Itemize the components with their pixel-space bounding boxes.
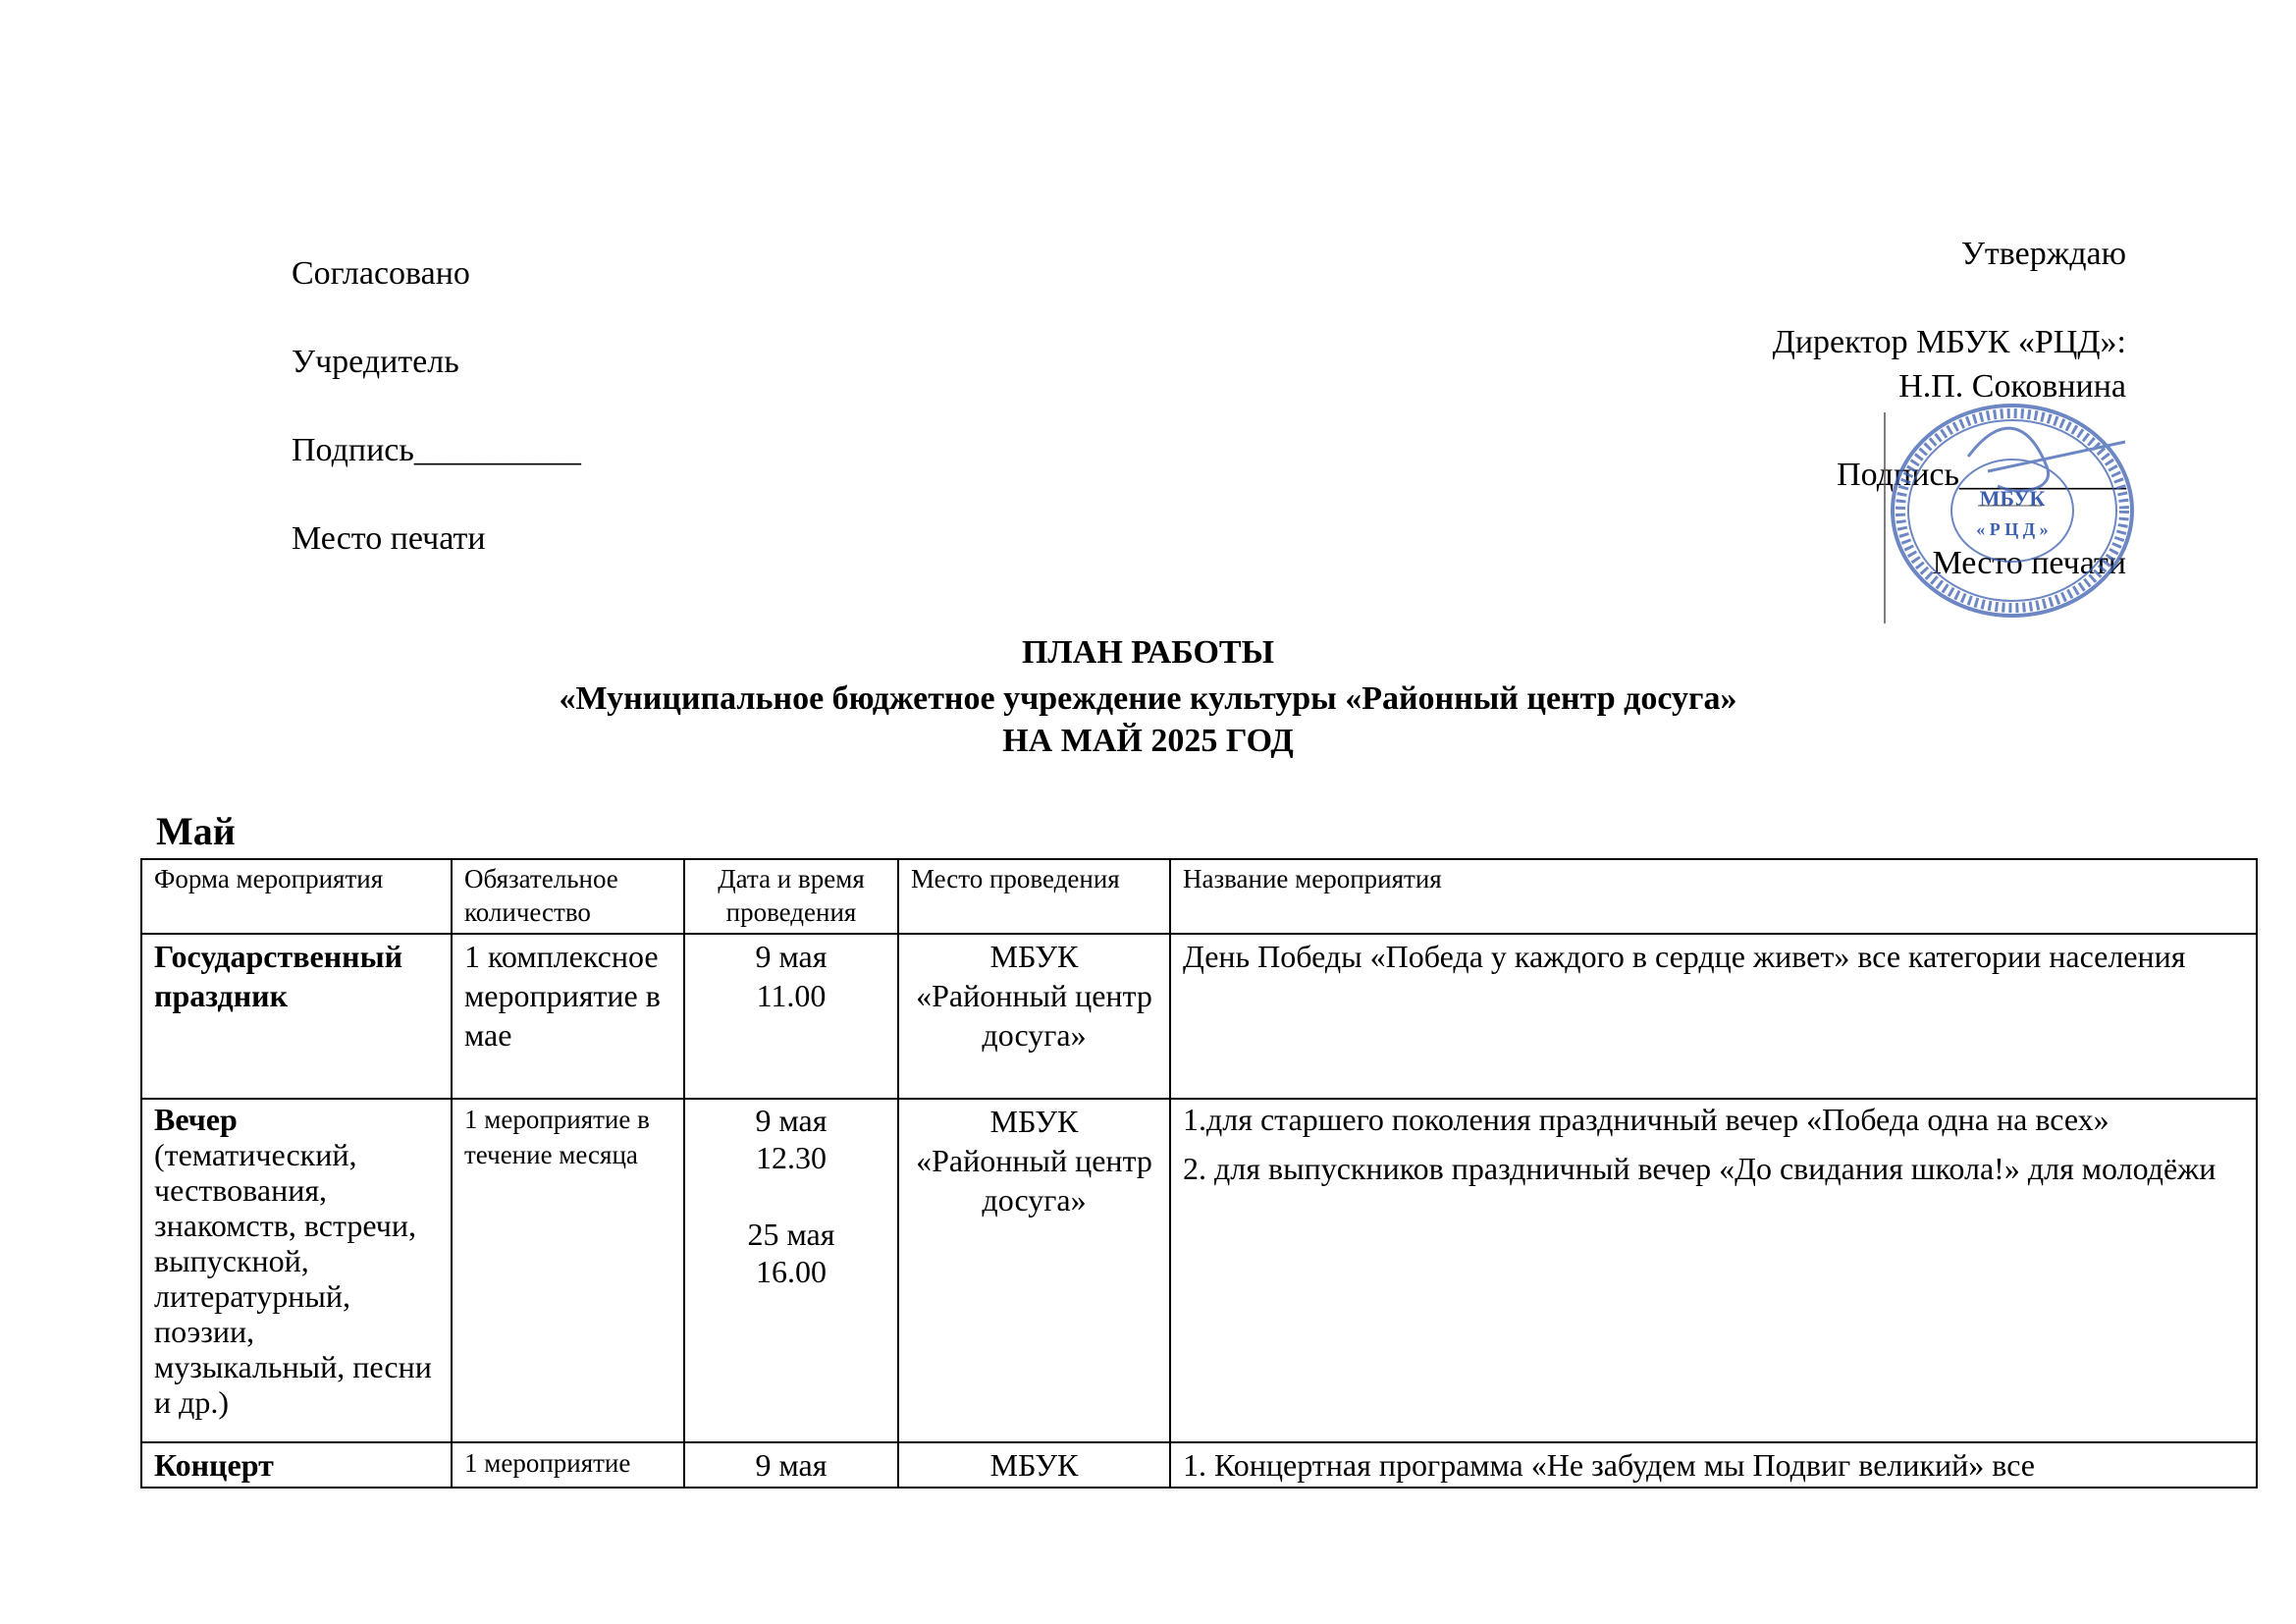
col-header-form: Форма мероприятия xyxy=(141,859,452,934)
row-event-name: 2. для выпускников праздничный вечер «До свидания школа!» для молодёжи xyxy=(1183,1151,2216,1186)
plan-title: ПЛАН РАБОТЫ xyxy=(1021,634,1274,671)
row-form-title: Концерт xyxy=(154,1447,274,1483)
row-event-name: 1.для старшего поколения праздничный вечер «Победа одна на всех» xyxy=(1183,1102,2109,1137)
seal-place-label: Место печати xyxy=(292,520,486,557)
table-row xyxy=(141,1442,2257,1488)
row-form-detail: (тематический, чествования, знакомств, встречи, выпускной, литературный, поэзии, музыкальный, песни и др.) xyxy=(154,1137,432,1420)
row-date: 9 мая xyxy=(755,1103,828,1138)
row-form xyxy=(141,934,452,1099)
table-header-row xyxy=(141,859,2257,934)
row-time: 11.00 xyxy=(756,978,827,1013)
row-dates xyxy=(684,934,898,1099)
row-count: 1 комплексное мероприятие в мае xyxy=(452,934,684,1099)
agreed-label: Согласовано xyxy=(292,255,470,292)
row-event-name: 1. Концертная программа «Не забудем мы Подвиг великий» все xyxy=(1183,1447,2035,1483)
table-row xyxy=(141,1099,2257,1442)
organization-stamp xyxy=(1880,398,2140,623)
director-name: Н.П. Соковнина xyxy=(1898,368,2126,405)
col-header-date: Дата и время проведения xyxy=(684,859,898,934)
row-count: 1 мероприятие xyxy=(452,1442,684,1488)
row-form xyxy=(141,1099,452,1442)
row-dates xyxy=(684,1442,898,1488)
signature-line: Подпись__________ xyxy=(292,432,581,468)
row-form xyxy=(141,1442,452,1488)
director-seal-place-label: Место печати xyxy=(1932,545,2126,581)
director-title: Директор МБУК «РЦД»: xyxy=(1772,324,2126,360)
plan-organization: «Муниципальное бюджетное учреждение культуры «Районный центр досуга» xyxy=(559,680,1737,717)
row-names xyxy=(1170,1442,2257,1488)
row-place: МБУК xyxy=(898,1442,1170,1488)
row-dates xyxy=(684,1099,898,1442)
row-place: МБУК «Районный центр досуга» xyxy=(898,1099,1170,1442)
col-header-place: Место проведения xyxy=(898,859,1170,934)
row-date: 25 мая xyxy=(747,1217,835,1252)
row-time: 16.00 xyxy=(756,1254,827,1289)
row-date: 9 мая xyxy=(755,1447,828,1483)
row-place: МБУК «Районный центр досуга» xyxy=(898,934,1170,1099)
col-header-count: Обязательное количество xyxy=(452,859,684,934)
approve-label: Утверждаю xyxy=(1960,236,2126,272)
stamp-center-line1: МБУК xyxy=(1979,486,2046,511)
row-date: 9 мая xyxy=(755,939,828,974)
row-form-title: Вечер xyxy=(154,1102,238,1137)
row-names xyxy=(1170,1099,2257,1442)
row-event-name: День Победы «Победа у каждого в сердце живет» все категории населения xyxy=(1183,939,2186,974)
row-time: 12.30 xyxy=(756,1140,827,1175)
events-table xyxy=(140,858,2258,1489)
month-heading: Май xyxy=(156,809,236,853)
col-header-name: Название мероприятия xyxy=(1170,859,2257,934)
row-form-title: Государственный праздник xyxy=(154,939,402,1013)
table-row xyxy=(141,934,2257,1099)
director-signature-line: Подпись__________ xyxy=(1837,457,2126,493)
founder-label: Учредитель xyxy=(292,344,459,380)
plan-period: НА МАЙ 2025 ГОД xyxy=(1002,723,1294,759)
row-names xyxy=(1170,934,2257,1099)
row-count: 1 мероприятие в течение месяца xyxy=(452,1099,684,1442)
stamp-center-line2: « Р Ц Д » xyxy=(1976,519,2049,539)
